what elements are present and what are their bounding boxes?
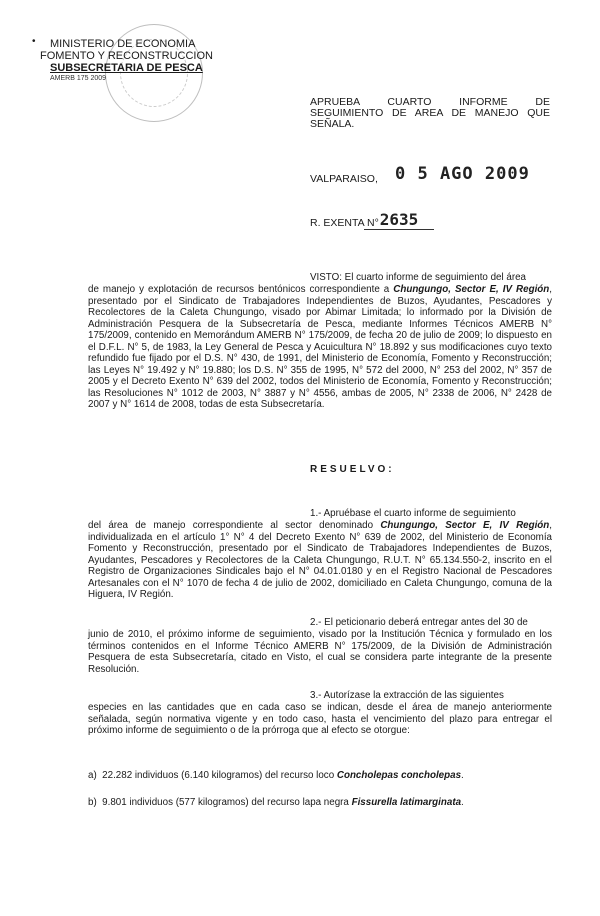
- visto-text-c: , presentado por el Sindicato de Trabajadores Independientes de Buzos, Ayudantes, Pescadores y Recolectores de la Caleta Chungungo, visado por Abimar Limitada; lo informado por la División de Administración Pesquera de la Subsecretaría de Pesca, mediante Informes Técnicos AMERB N° 175/2009, contenido en Memorándum AMERB N° 175/2009, de fecha 20 de julio de 2009; lo dispuesto en el D.F.L. N° 5, de 1983, la Ley General de Pesca y Acuicultura N° 18.892 y sus modificaciones cuyo texto refundido fue fijado por el D.S. N° 430, de 1991, del Ministerio de Economía, Fomento y Reconstrucción; las Leyes N° 19.492 y N° 19.880; los D.S. N° 355 de 1995, N° 572 del 2000, N° 253 del 2002, N° 357 de 2005 y el Decreto Exento N° 639 del 2002, todos del Ministerio de Economía, Fomento y Reconstrucción; las Resoluciones N° 1012 de 2003, N° 3887 y N° 4556, ambas de 2005, N° 2338 de 2006, N° 2428 de 2007 y N° 1614 de 2008, todas de esta Subsecretaría.: [88, 284, 552, 410]
- r3-body: especies en las cantidades que en cada caso se indican, desde el área de manejo anteriormente señalada, según normativa vigente y en todo caso, hasta el vencimiento del plazo para entregar el próximo informe de seguimiento o de la prórroga que al efecto se otorgue:: [88, 702, 552, 736]
- ministry-name: MINISTERIO DE ECONOMIA: [50, 38, 196, 50]
- visto-body: [88, 284, 552, 411]
- item-end: .: [461, 770, 464, 781]
- r1-lead: 1.- Apruébase el cuarto informe de seguimiento: [310, 508, 516, 519]
- exenta-label: R. EXENTA N°: [310, 217, 379, 229]
- item-species: Fissurella latimarginata: [351, 797, 462, 808]
- species-item-b: [88, 797, 464, 809]
- item-letter: b): [88, 797, 97, 808]
- visto-area-name: Chungungo, Sector E, IV Región: [393, 284, 550, 295]
- item-letter: a): [88, 770, 97, 781]
- species-item-a: [88, 770, 464, 782]
- item-text: 22.282 individuos (6.140 kilogramos) del recurso loco: [102, 770, 337, 781]
- item-end: .: [461, 797, 464, 808]
- header-bullet: •: [32, 36, 36, 47]
- date-stamp: 0 5 AGO 2009: [395, 164, 530, 184]
- place-label: VALPARAISO,: [310, 173, 378, 185]
- ministry-division: FOMENTO Y RECONSTRUCCION: [40, 50, 213, 62]
- resolution-title: APRUEBA CUARTO INFORME DE SEGUIMIENTO DE AREA DE MANEJO QUE SEÑALA.: [310, 96, 550, 130]
- r2-body: junio de 2010, el próximo informe de seguimiento, visado por la Institución Técnica y formulado en los términos contenidos en el Informe Técnico AMERB N° 175/2009, de la División de Administración Pesquera de esta Subsecretaría, citado en Visto, el cual se considera parte integrante de la presente Resolución.: [88, 629, 552, 675]
- r1-area-name: Chungungo, Sector E, IV Región: [380, 520, 550, 531]
- r1-text-a: del área de manejo correspondiente al sector denominado: [88, 520, 381, 531]
- resuelvo-heading: RESUELVO:: [310, 464, 395, 475]
- amerb-reference: AMERB 175 2009: [50, 75, 107, 82]
- item-species: Concholepas concholepas: [336, 770, 462, 781]
- r1-body: [88, 520, 552, 601]
- r1-text-c: , individualizada en el artículo 1° N° 4 del Decreto Exento N° 639 de 2002, del Ministerio de Economía Fomento y Reconstrucción, presentado por el Sindicato de Trabajadores Independientes de Buzos, Ayudantes, Pescadores y Recolectores de la Caleta Chungungo, R.U.T. N° 65.134.550-2, inscrito en el Registro de Organizaciones Sindicales bajo el N° 04.01.0180 y en el Registro Nacional de Pescadores Artesanales con el N° 1070 de fecha 4 de julio de 2002, domiciliado en Caleta Chungungo, comuna de la Higuera, IV Región.: [88, 520, 552, 600]
- subsecretaria: SUBSECRETARIA DE PESCA: [50, 62, 203, 74]
- item-text: 9.801 individuos (577 kilogramos) del recurso lapa negra: [102, 797, 352, 808]
- r2-lead: 2.- El peticionario deberá entregar antes del 30 de: [310, 617, 528, 628]
- r3-lead: 3.- Autorízase la extracción de las siguientes: [310, 690, 504, 701]
- visto-lead: VISTO: El cuarto informe de seguimiento del área: [310, 272, 527, 283]
- exenta-number: 2635: [364, 210, 434, 230]
- visto-text-a: de manejo y explotación de recursos bentónicos correspondiente a: [88, 284, 394, 295]
